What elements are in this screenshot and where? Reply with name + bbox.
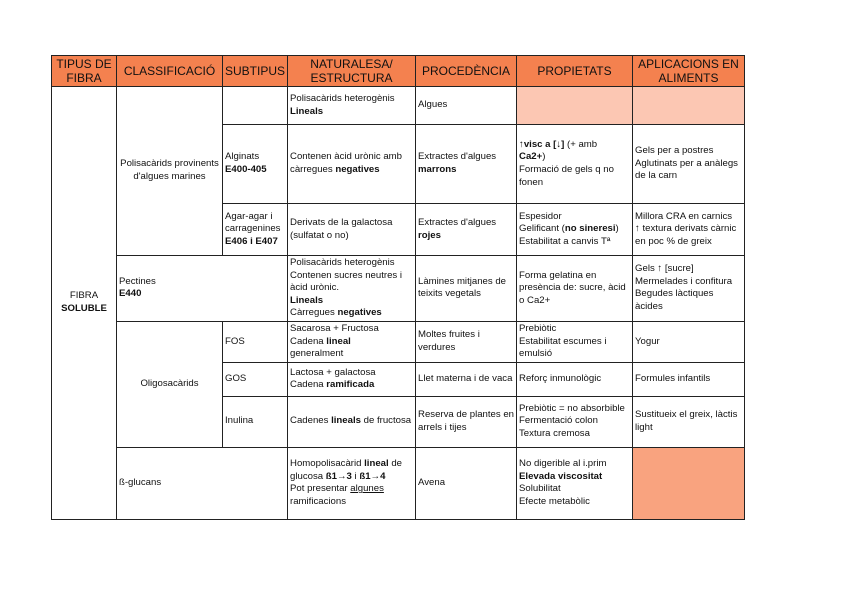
glucans-naturalesa: [288, 447, 416, 519]
glucans-cell: ß-glucans: [117, 447, 288, 519]
glucans-procedencia: Avena: [416, 447, 517, 519]
prop-text: ): [542, 151, 546, 163]
alginats-procedencia: [416, 125, 517, 204]
prop-bold: ↑visc a [↓]: [519, 138, 565, 150]
nat-text: i: [351, 470, 360, 482]
algues-propietats-empty: [517, 87, 633, 125]
nat-bold: negatives: [337, 307, 382, 319]
prop-text: Formació de gels q no fonen: [519, 164, 614, 188]
algues-naturalesa: [288, 87, 416, 125]
nat-text: de fructosa: [360, 415, 412, 427]
alginats-aplicacions: Gels per a postres Aglutinats per a anàlegs de la carn: [633, 125, 745, 204]
gos-propietats: Reforç inmunològic: [517, 362, 633, 396]
fos-aplicacions: Yogur: [633, 321, 745, 362]
nat-text: Càrregues: [290, 307, 338, 319]
algues-subtipus-empty: [223, 87, 288, 125]
nat-text: Lactosa + galactosa: [290, 366, 376, 378]
nat-text: Contenen àcid urònic amb càrregues: [290, 151, 403, 175]
gos-subtipus: GOS: [223, 362, 288, 396]
nat-text: Cadena: [290, 379, 327, 391]
header-naturalesa: NATURALESA/ ESTRUCTURA: [288, 56, 416, 87]
nat-bold: ramificada: [326, 379, 375, 391]
nat-bold: Lineals: [290, 105, 324, 117]
gos-aplicacions: Formules infantils: [633, 362, 745, 396]
fibra-label: FIBRA: [69, 290, 99, 302]
table-row: [52, 321, 745, 362]
alginats-subtipus: [223, 125, 288, 204]
proc-bold: rojes: [418, 229, 441, 241]
nat-text: Polisacàrids heterogènis: [290, 257, 395, 268]
agar-subtipus: [223, 204, 288, 256]
nat-text: Contenen sucres neutres i àcid urònic.: [290, 269, 403, 294]
fos-subtipus: FOS: [223, 321, 288, 362]
fos-propietats: Prebiòtic Estabilitat escumes i emulsió: [517, 321, 633, 362]
pectines-cell: [117, 256, 288, 322]
nat-bold: ß1→4: [359, 470, 386, 482]
header-subtipus: SUBTIPUS: [223, 56, 288, 87]
pectines-propietats: Forma gelatina en presència de: sucre, àcid o Ca2+: [517, 256, 633, 322]
inulina-procedencia: Reserva de plantes en arrels i tijes: [416, 396, 517, 447]
nat-underline: algunes: [350, 483, 384, 495]
fos-procedencia: Moltes fruites i verdures: [416, 321, 517, 362]
prop-bold: Elevada viscositat: [519, 470, 603, 482]
pectines-label: Pectines: [119, 275, 156, 287]
agar-propietats: [517, 204, 633, 256]
fos-naturalesa: [288, 321, 416, 362]
fibra-soluble-cell: [52, 87, 117, 520]
header-propietats: PROPIETATS: [517, 56, 633, 87]
algues-classificacio: Polisacàrids provinents d'algues marines: [117, 87, 223, 256]
agar-procedencia: [416, 204, 517, 256]
oligo-classificacio: Oligosacàrids: [117, 321, 223, 447]
fiber-table: [51, 55, 745, 520]
table-row: [52, 256, 745, 322]
nat-text: Cadenes: [290, 415, 332, 427]
table-row: [52, 87, 745, 125]
prop-text: No digerible al i.prim: [519, 458, 607, 470]
nat-text: generalment: [290, 348, 344, 360]
prop-text: Estabilitat a canvis Tª: [519, 235, 611, 247]
proc-text: Extractes d'algues: [418, 216, 497, 228]
nat-bold: lineals: [331, 415, 361, 427]
alginats-propietats: [517, 125, 633, 204]
header-aplicacions: APLICACIONS EN ALIMENTS: [633, 56, 745, 87]
prop-text: Solubilitat: [519, 483, 561, 495]
gos-naturalesa: [288, 362, 416, 396]
sub-code: E400-405: [225, 164, 267, 175]
nat-bold: lineal: [326, 335, 351, 347]
glucans-propietats: [517, 447, 633, 519]
algues-aplicacions-empty: [633, 87, 745, 125]
soluble-label: SOLUBLE: [61, 302, 107, 314]
sub-code: E406 i E407: [225, 235, 278, 247]
header-row: [52, 56, 745, 87]
agar-naturalesa: Derivats de la galactosa (sulfatat o no): [288, 204, 416, 256]
proc-bold: marrons: [418, 164, 457, 175]
sub-text: Agar-agar i carragenines: [225, 210, 281, 235]
nat-text: Homopolisacàrid: [290, 458, 365, 470]
sub-text: Alginats: [225, 151, 260, 163]
inulina-naturalesa: [288, 396, 416, 447]
prop-bold: Ca2+: [519, 151, 543, 163]
pectines-aplicacions: Gels ↑ [sucre] Mermelades i confitura Begudes làctiques àcides: [633, 256, 745, 322]
nat-bold: lineal: [364, 458, 389, 470]
glucans-aplicacions-empty: [633, 447, 745, 519]
agar-aplicacions: Millora CRA en carnics ↑ textura derivats càrnic en poc % de greix: [633, 204, 745, 256]
nat-bold: negatives: [335, 164, 380, 175]
prop-text: Espesidor: [519, 210, 562, 222]
table-row: [52, 447, 745, 519]
gos-procedencia: Llet materna i de vaca: [416, 362, 517, 396]
nat-text: Polisacàrids heterogènis: [290, 92, 395, 104]
proc-text: Extractes d'algues: [418, 151, 497, 163]
header-classificacio: CLASSIFICACIÓ: [117, 56, 223, 87]
nat-bold: Lineals: [290, 294, 324, 306]
inulina-propietats: Prebiòtic = no absorbible Fermentació colon Textura cremosa: [517, 396, 633, 447]
pectines-procedencia: Làmines mitjanes de teixits vegetals: [416, 256, 517, 322]
prop-text: Gelificant (: [519, 223, 565, 235]
nat-text: Sacarosa + Fructosa: [290, 322, 379, 334]
header-procedencia: PROCEDÈNCIA: [416, 56, 517, 87]
nat-text: Cadena: [290, 335, 327, 347]
pectines-naturalesa: [288, 256, 416, 322]
inulina-subtipus: Inulina: [223, 396, 288, 447]
nat-text: ramificacions: [290, 495, 346, 507]
prop-text: Efecte metabòlic: [519, 495, 590, 507]
pectines-code: E440: [119, 288, 142, 300]
nat-text: Pot presentar: [290, 483, 351, 495]
alginats-naturalesa: [288, 125, 416, 204]
header-tipus: TIPUS DE FIBRA: [52, 56, 117, 87]
inulina-aplicacions: Sustitueix el greix, làctis light: [633, 396, 745, 447]
nat-bold: ß1→3: [325, 470, 352, 482]
nat-text: de glucosa: [290, 458, 403, 482]
prop-text: (+ amb: [564, 138, 598, 150]
prop-bold: no sineresi: [564, 223, 616, 235]
prop-text: ): [615, 223, 619, 235]
algues-procedencia: Algues: [416, 87, 517, 125]
